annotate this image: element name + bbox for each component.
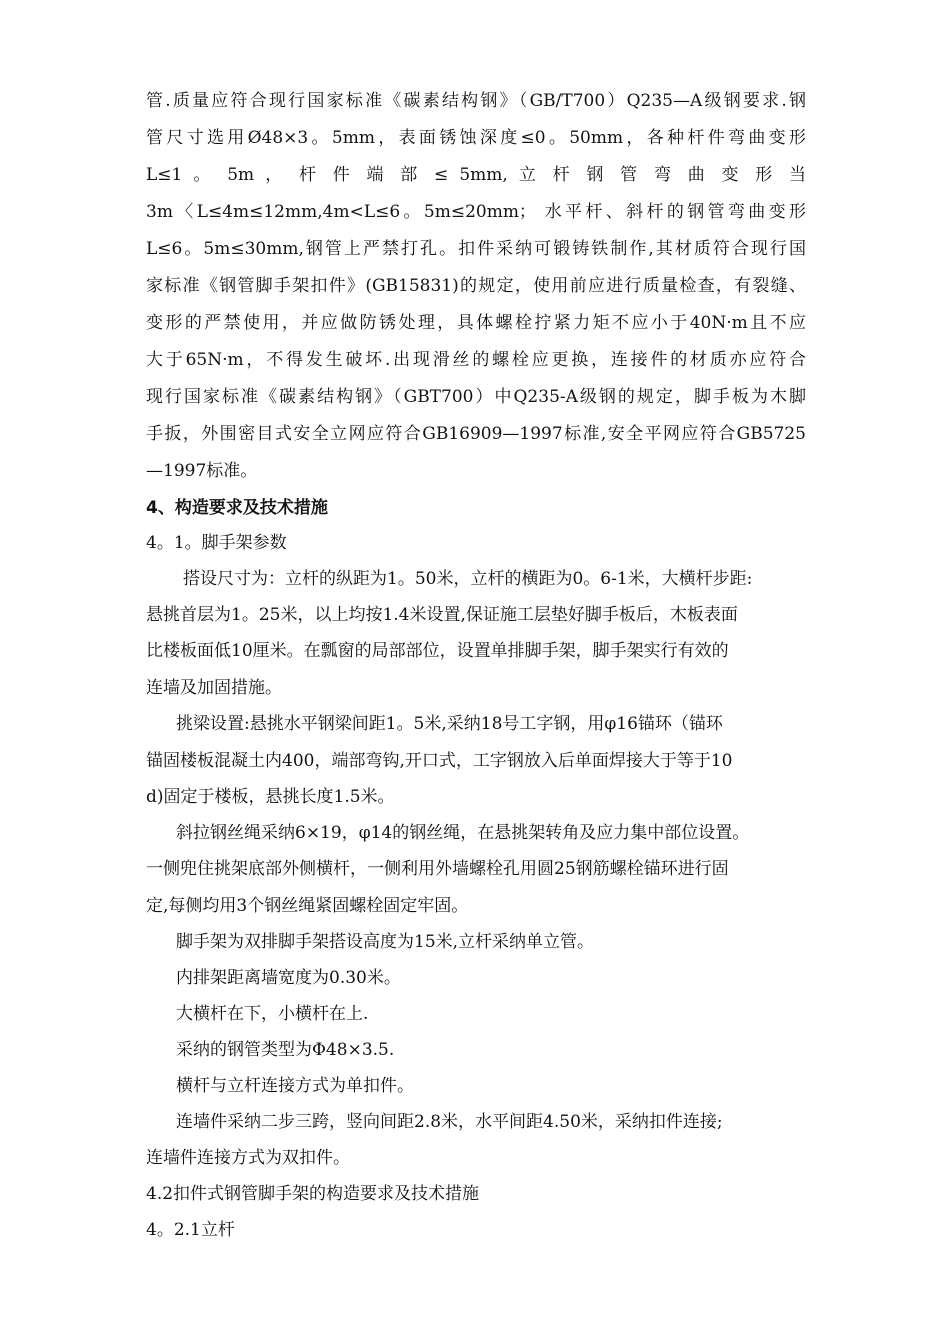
item-line-2: 内排架距离墙宽度为0.30米。 xyxy=(176,968,401,988)
intro-line-2: 管尺寸选用Ø48×3。5mm，表面锈蚀深度≤0。50mm，各种杆件弯曲变形 xyxy=(146,128,806,148)
section-4-heading: 4、构造要求及技术措施 xyxy=(146,498,328,518)
tie-paragraph-line-2: 连墙件连接方式为双扣件。 xyxy=(146,1148,350,1168)
intro-line-6: 家标准《钢管脚手架扣件》(GB15831)的规定，使用前应进行质量检查，有裂缝、 xyxy=(146,276,806,296)
size-paragraph-line-2: 悬挑首层为1。25米，以上均按1.4米设置,保证施工层垫好脚手板后，木板表面 xyxy=(146,605,738,625)
beam-paragraph-line-2: 锚固楼板混凝土内400，端部弯钩,开口式，工字钢放入后单面焊接大于等于10 xyxy=(146,751,733,771)
intro-line-9: 现行国家标准《碳素结构钢》（GBT700）中Q235-A级钢的规定，脚手板为木脚 xyxy=(146,387,806,407)
section-4-1-heading: 4。1。脚手架参数 xyxy=(146,533,287,553)
rope-paragraph-line-3: 定,每侧均用3个钢丝绳紧固螺栓固定牢固。 xyxy=(146,896,469,916)
rope-paragraph-line-2: 一侧兜住挑架底部外侧横杆，一侧利用外墙螺栓孔用圆25钢筋螺栓锚环进行固 xyxy=(146,859,729,879)
tie-paragraph-line-1: 连墙件采纳二步三跨，竖向间距2.8米，水平间距4.50米，采纳扣件连接; xyxy=(176,1112,723,1132)
intro-line-10: 手扳，外围密目式安全立网应符合GB16909—1997标准,安全平网应符合GB5725 xyxy=(146,424,806,444)
beam-paragraph-line-3: d)固定于楼板，悬挑长度1.5米。 xyxy=(146,787,395,807)
size-paragraph-line-3: 比楼板面低10厘米。在瓢窗的局部部位，设置单排脚手架，脚手架实行有效的 xyxy=(146,641,729,661)
section-4-2-1-heading: 4。2.1立杆 xyxy=(146,1220,235,1240)
intro-line-1: 管.质量应符合现行国家标准《碳素结构钢》（GB/T700）Q235—A级钢要求.钢 xyxy=(146,91,806,111)
item-line-5: 横杆与立杆连接方式为单扣件。 xyxy=(176,1076,414,1096)
item-line-4: 采纳的钢管类型为Φ48×3.5. xyxy=(176,1040,395,1060)
size-paragraph-line-1: 搭设尺寸为：立杆的纵距为1。50米，立杆的横距为0。6-1米，大横杆步距: xyxy=(183,569,753,589)
intro-line-7: 变形的严禁使用，并应做防锈处理，具体螺栓拧紧力矩不应小于40N·m且不应 xyxy=(146,313,806,333)
intro-line-8: 大于65N·m，不得发生破坏.出现滑丝的螺栓应更换，连接件的材质亦应符合 xyxy=(146,350,806,370)
rope-paragraph-line-1: 斜拉钢丝绳采纳6×19，φ14的钢丝绳，在悬挑架转角及应力集中部位设置。 xyxy=(176,823,750,843)
intro-line-11: —1997标准。 xyxy=(146,461,258,481)
intro-line-5: L≤6。5m≤30mm,钢管上严禁打孔。扣件采纳可锻铸铁制作,其材质符合现行国 xyxy=(146,239,806,259)
item-line-3: 大横杆在下，小横杆在上. xyxy=(176,1004,369,1024)
size-paragraph-line-4: 连墙及加固措施。 xyxy=(146,678,282,698)
item-line-1: 脚手架为双排脚手架搭设高度为15米,立杆采纳单立管。 xyxy=(176,932,595,952)
intro-line-3: L≤1 。 5m ， 杆 件 端 部 ≤ 5mm, 立 杆 钢 管 弯 曲 变 形 当 xyxy=(146,165,806,185)
intro-line-4: 3m〈L≤4m≤12mm,4m<L≤6。5m≤20mm； 水平杆、斜杆的钢管弯曲变形 xyxy=(146,202,806,222)
beam-paragraph-line-1: 挑梁设置:悬挑水平钢梁间距1。5米,采纳18号工字钢，用φ16锚环（锚环 xyxy=(176,714,723,734)
section-4-2-heading: 4.2扣件式钢管脚手架的构造要求及技术措施 xyxy=(146,1184,480,1204)
